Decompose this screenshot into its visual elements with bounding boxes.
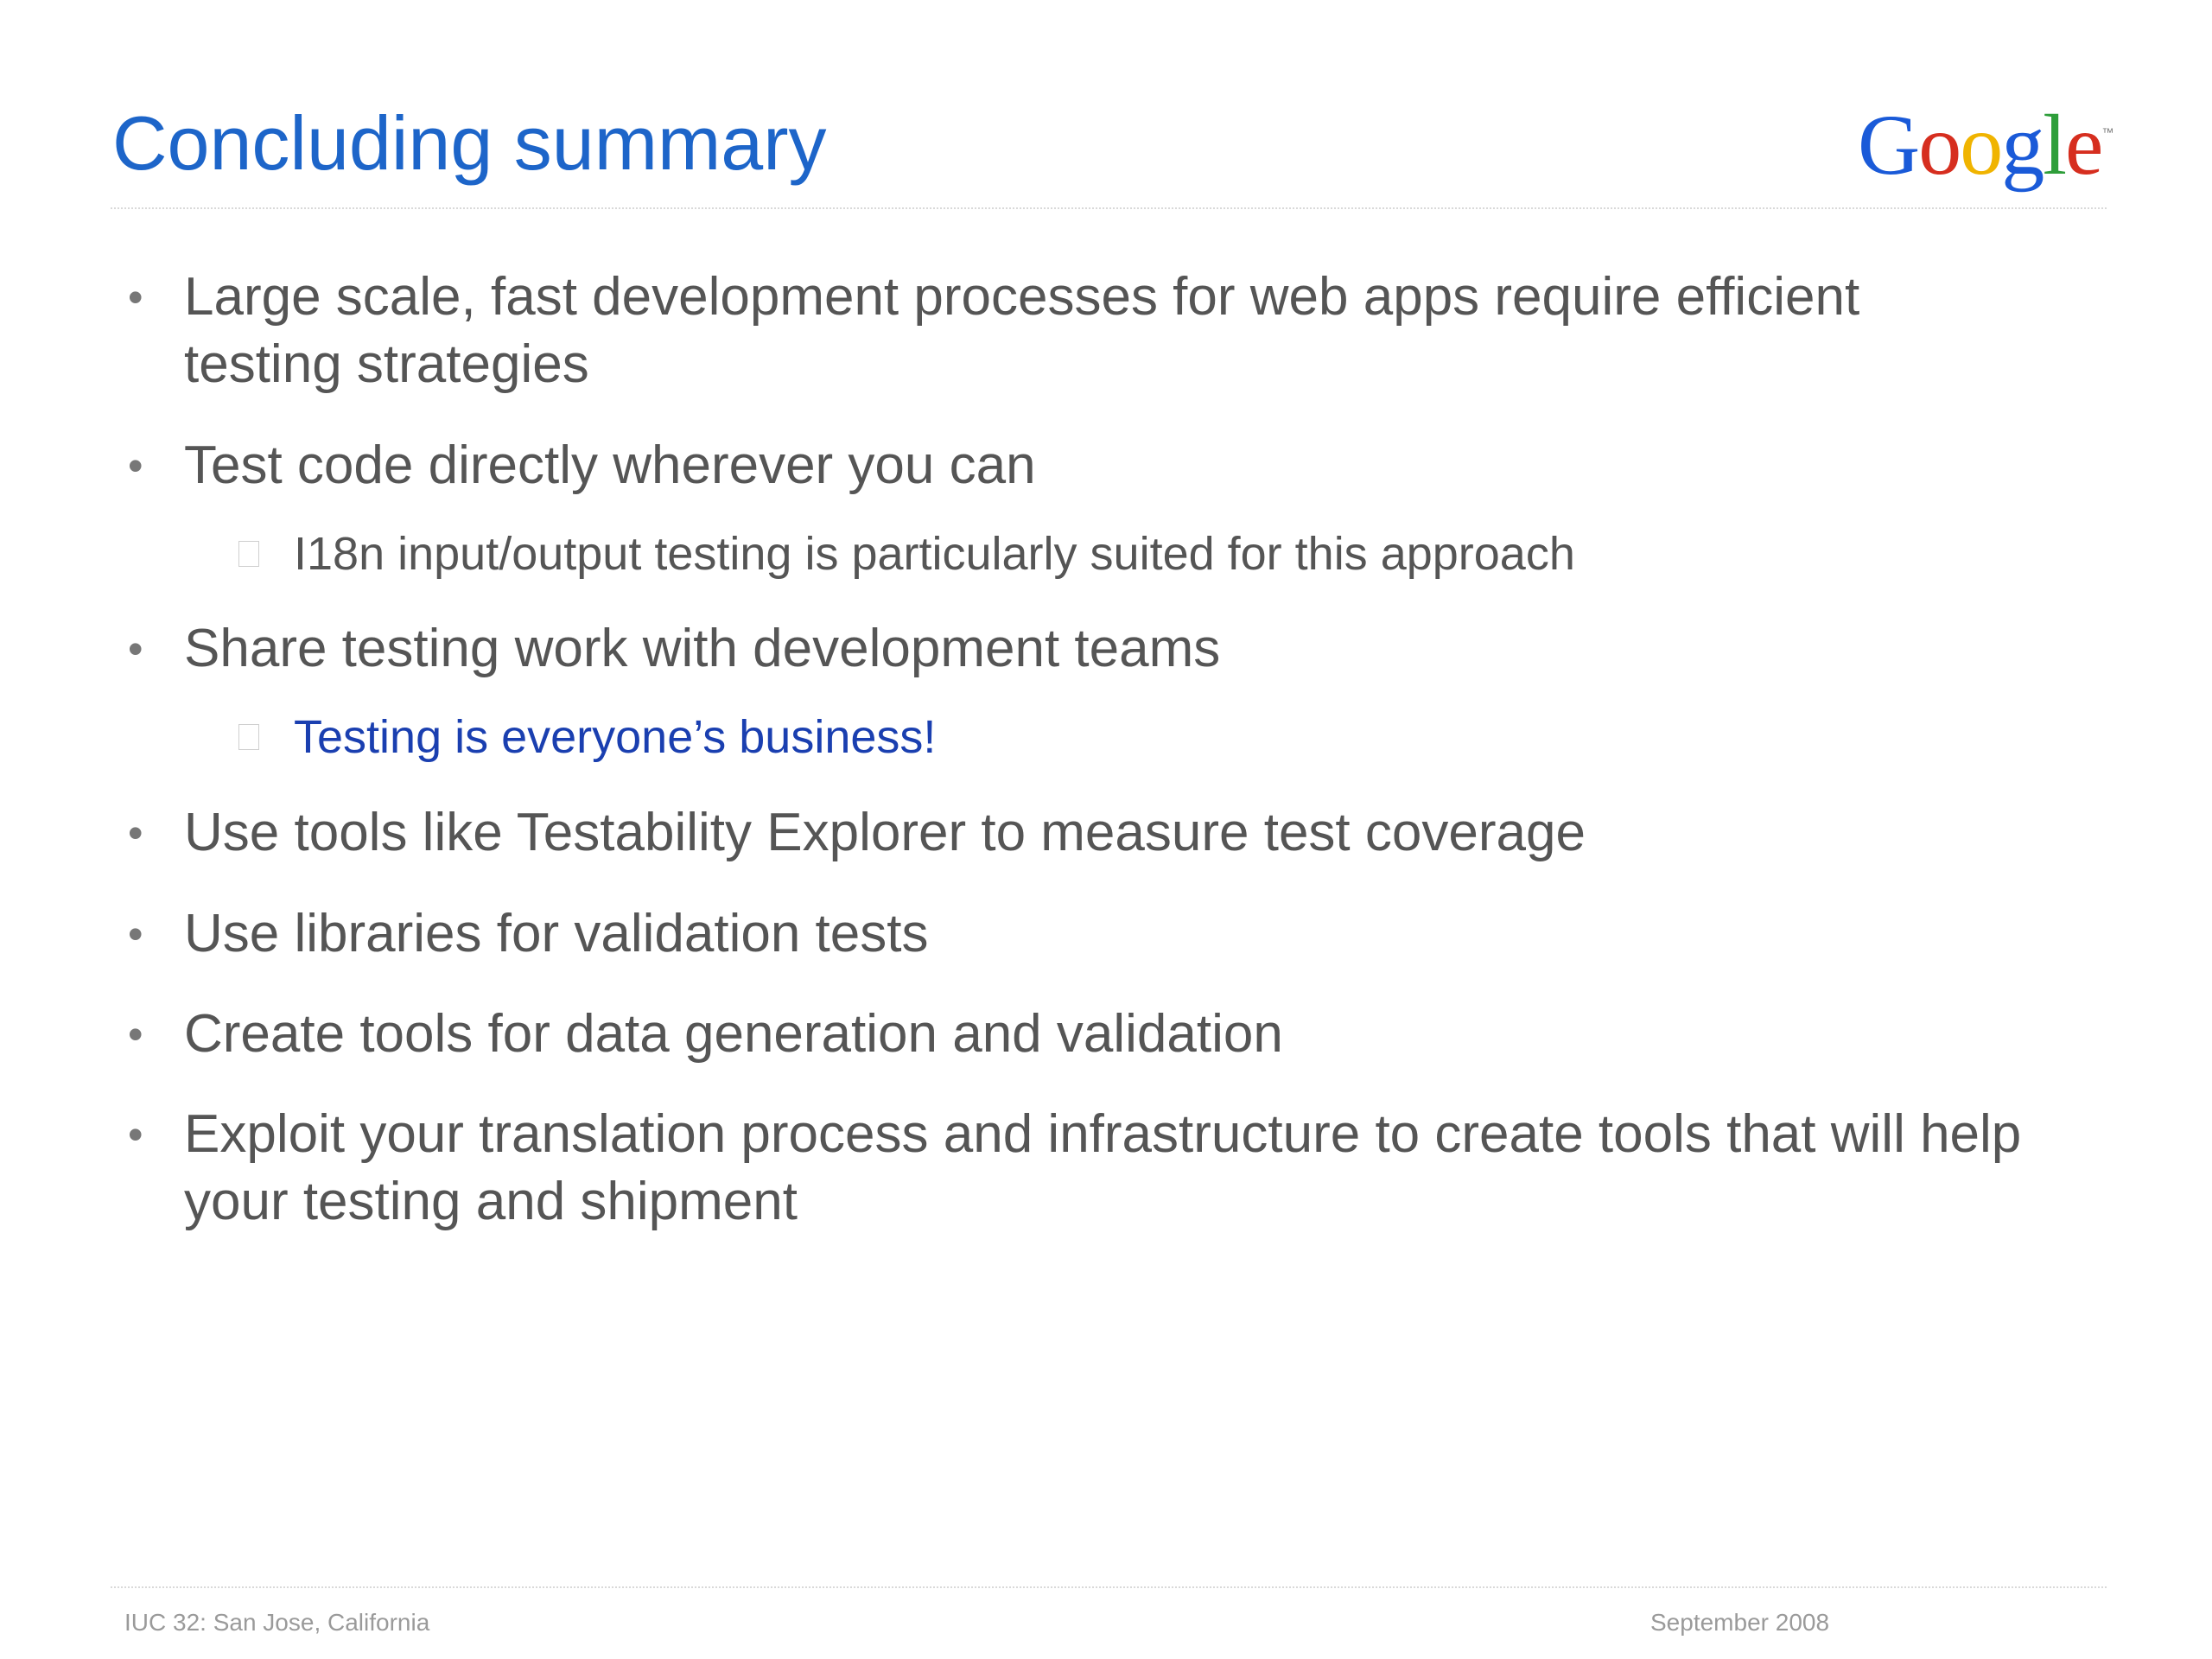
bullet-dot: • <box>128 1010 143 1058</box>
bullet-dot: • <box>128 442 143 490</box>
logo-letter-g: G <box>1858 97 1919 193</box>
bullet-dot: • <box>128 809 143 857</box>
bullet-text: Test code directly wherever you can <box>184 435 1036 495</box>
sub-bullet-highlight-text: Testing is everyone’s business! <box>294 711 937 763</box>
bullet-text: Exploit your translation process and infrastructure to create tools that will help your testing and shipment <box>184 1104 2022 1231</box>
bullet-dot: • <box>128 910 143 958</box>
logo-letter-e: e <box>2065 97 2102 193</box>
logo-letter-o1: o <box>1918 97 1961 193</box>
bullet-dot: • <box>128 625 143 673</box>
footer-event: IUC 32: San Jose, California <box>124 1609 430 1636</box>
footer-divider <box>111 1586 2107 1588</box>
logo-letter-o2: o <box>1960 97 2002 193</box>
slide-title: Concluding summary <box>112 100 827 186</box>
logo-letter-l: l <box>2043 97 2066 193</box>
sub-bullet-box-icon <box>238 541 259 567</box>
google-logo <box>1858 97 2113 193</box>
bullet-dot: • <box>128 273 143 321</box>
bullet-text: Large scale, fast development processes for web apps require efficient testing strategies <box>184 267 1860 394</box>
bullet-text: Share testing work with development teams <box>184 619 1221 678</box>
sub-bullet-text: I18n input/output testing is particularly suited for this approach <box>294 528 1575 580</box>
logo-trademark: ™ <box>2101 125 2113 139</box>
sub-bullet-box-icon <box>238 724 259 750</box>
footer-date: September 2008 <box>1650 1609 1830 1636</box>
bullet-dot: • <box>128 1110 143 1159</box>
bullet-text: Use libraries for validation tests <box>184 904 929 963</box>
bullet-text: Use tools like Testability Explorer to measure test coverage <box>184 803 1586 862</box>
bullet-text: Create tools for data generation and validation <box>184 1004 1283 1064</box>
logo-letter-g2: g <box>2001 97 2044 193</box>
header-divider <box>111 207 2107 209</box>
